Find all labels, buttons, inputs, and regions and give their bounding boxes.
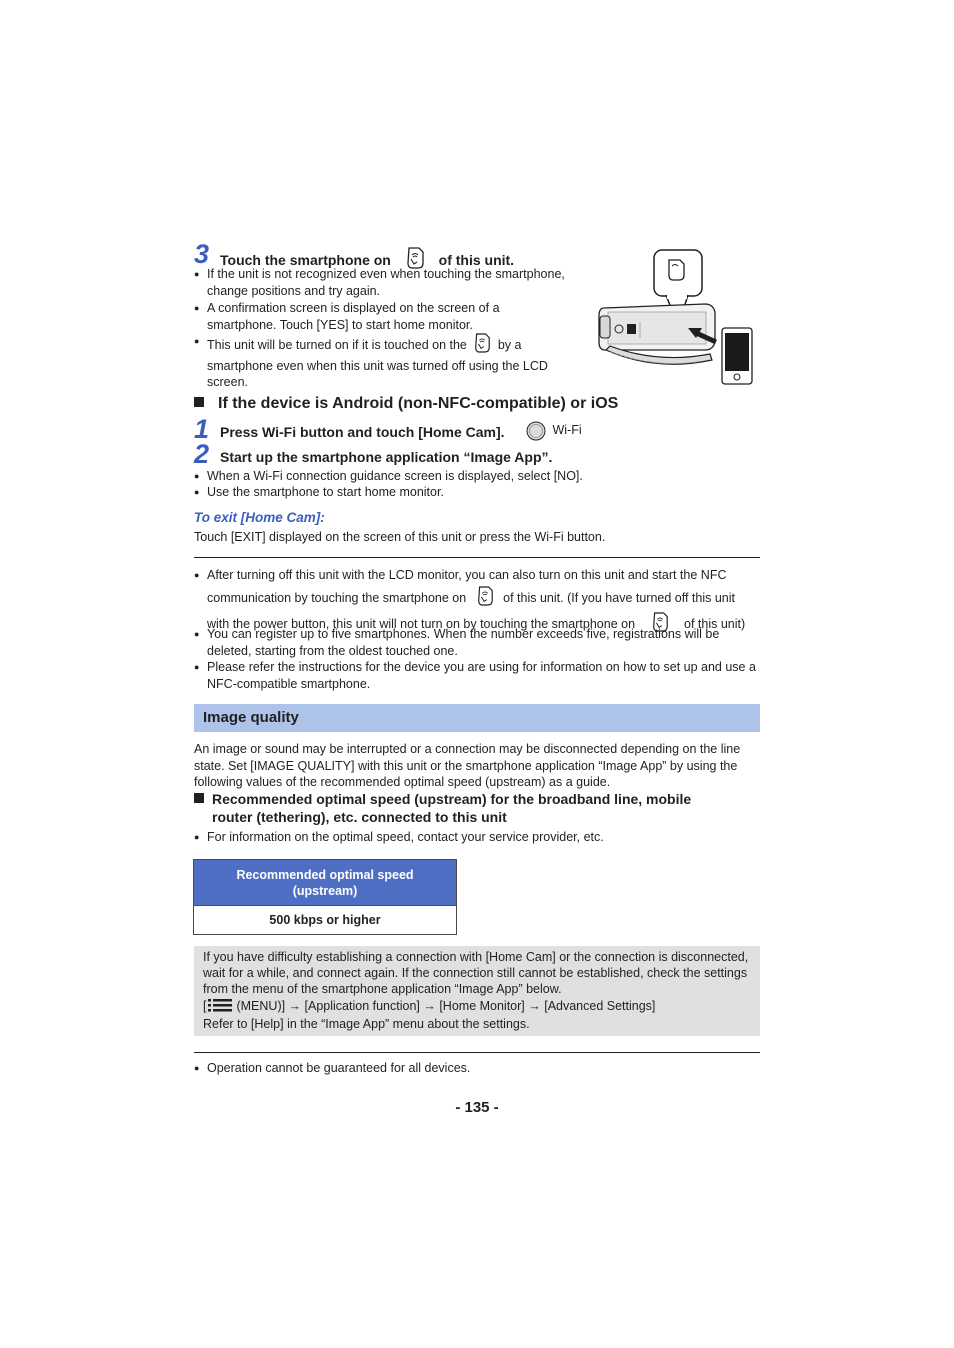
divider xyxy=(194,557,760,558)
step-3-text-before: Touch the smartphone on xyxy=(220,252,391,268)
image-quality-band xyxy=(194,704,760,732)
speed-table xyxy=(193,859,457,935)
nfc-icon xyxy=(476,586,494,613)
footer-note: ● Operation cannot be guaranteed for all devices. xyxy=(194,1061,471,1075)
step-3-text-after: of this unit. xyxy=(438,252,515,268)
step-3-bullet: ● This unit will be turned on if it is touched on the by a smartphone even when this unit was turned off using the LCD screen. xyxy=(207,333,572,391)
image-quality-intro: An image or sound may be interrupted or a connection may be disconnected depending on the line state. Set [IMAGE QUALITY] with this unit or the smartphone application “Image App” by using the following values of the recommended optimal speed (upstream) as a guide. xyxy=(194,742,741,790)
speed-table-header: Recommended optimal speed (upstream) xyxy=(194,860,457,906)
page-number: - 135 - xyxy=(455,1099,499,1116)
nfc-icon xyxy=(473,333,491,358)
android-bullet: ● When a Wi-Fi connection guidance screen is displayed, select [NO]. xyxy=(194,469,583,483)
divider xyxy=(194,1052,760,1053)
note-bullet: ● After turning off this unit with the LCD monitor, you can also turn on this unit and start the NFC communication by touching the smartphone on of this unit. (If you have turned off this unit with the power button, this unit will not turn on by touching the smartphone on of this unit) xyxy=(207,565,760,639)
image-quality-bullet: ● For information on the optimal speed, contact your service provider, etc. xyxy=(194,830,604,844)
note-box xyxy=(194,946,760,1036)
wifi-button-label: Wi-Fi xyxy=(552,422,582,437)
menu-icon xyxy=(208,998,232,1017)
note-box-refer: Refer to [Help] in the “Image App” menu about the settings. xyxy=(203,1016,530,1031)
note-bullet: ● Please refer the instructions for the device you are using for information on how to set up and use a NFC-compatible smartphone. xyxy=(194,660,756,691)
exit-heading: To exit [Home Cam]: xyxy=(194,510,325,525)
step-3-bullet: ● If the unit is not recognized even when touching the smartphone, change positions and try again. xyxy=(194,267,565,298)
note-box-text: If you have difficulty establishing a connection with [Home Cam] or the connection is disconnected, wait for a while, and connect again. If the connection still cannot be established, check the settings from the menu of the smartphone application “Image App” below. xyxy=(203,950,749,996)
exit-text: Touch [EXIT] displayed on the screen of this unit or press the Wi-Fi button. xyxy=(194,530,606,544)
image-quality-title: Image quality xyxy=(203,709,299,726)
android-section-heading: If the device is Android (non-NFC-compatible) or iOS xyxy=(194,395,618,413)
note-bullet: ● You can register up to five smartphones. When the number exceeds five, registrations will be deleted, starting from the oldest touched one. xyxy=(194,627,720,658)
wifi-button-icon xyxy=(526,421,546,446)
step-3-number: 3 xyxy=(194,239,210,269)
step-1-number: 1 xyxy=(194,414,210,444)
smartphone-illustration xyxy=(721,327,753,385)
speed-table-value: 500 kbps or higher xyxy=(194,906,457,935)
image-quality-subheading: Recommended optimal speed (upstream) for the broadband line, mobile router (tethering), etc. connected to this unit xyxy=(194,790,691,826)
step-2-number: 2 xyxy=(194,439,210,469)
step-2-text: Start up the smartphone application “Image App”. xyxy=(220,449,553,465)
menu-path: [ (MENU)] → [Application function] → [Home Monitor] → [Advanced Settings] xyxy=(203,999,655,1013)
android-bullet: ● Use the smartphone to start home monitor. xyxy=(194,485,444,499)
step-1-text: Press Wi-Fi button and touch [Home Cam]. xyxy=(220,424,505,440)
wifi-button xyxy=(526,421,582,446)
step-3-bullet: ● A confirmation screen is displayed on the screen of a smartphone. Touch [YES] to start home monitor. xyxy=(194,301,500,332)
